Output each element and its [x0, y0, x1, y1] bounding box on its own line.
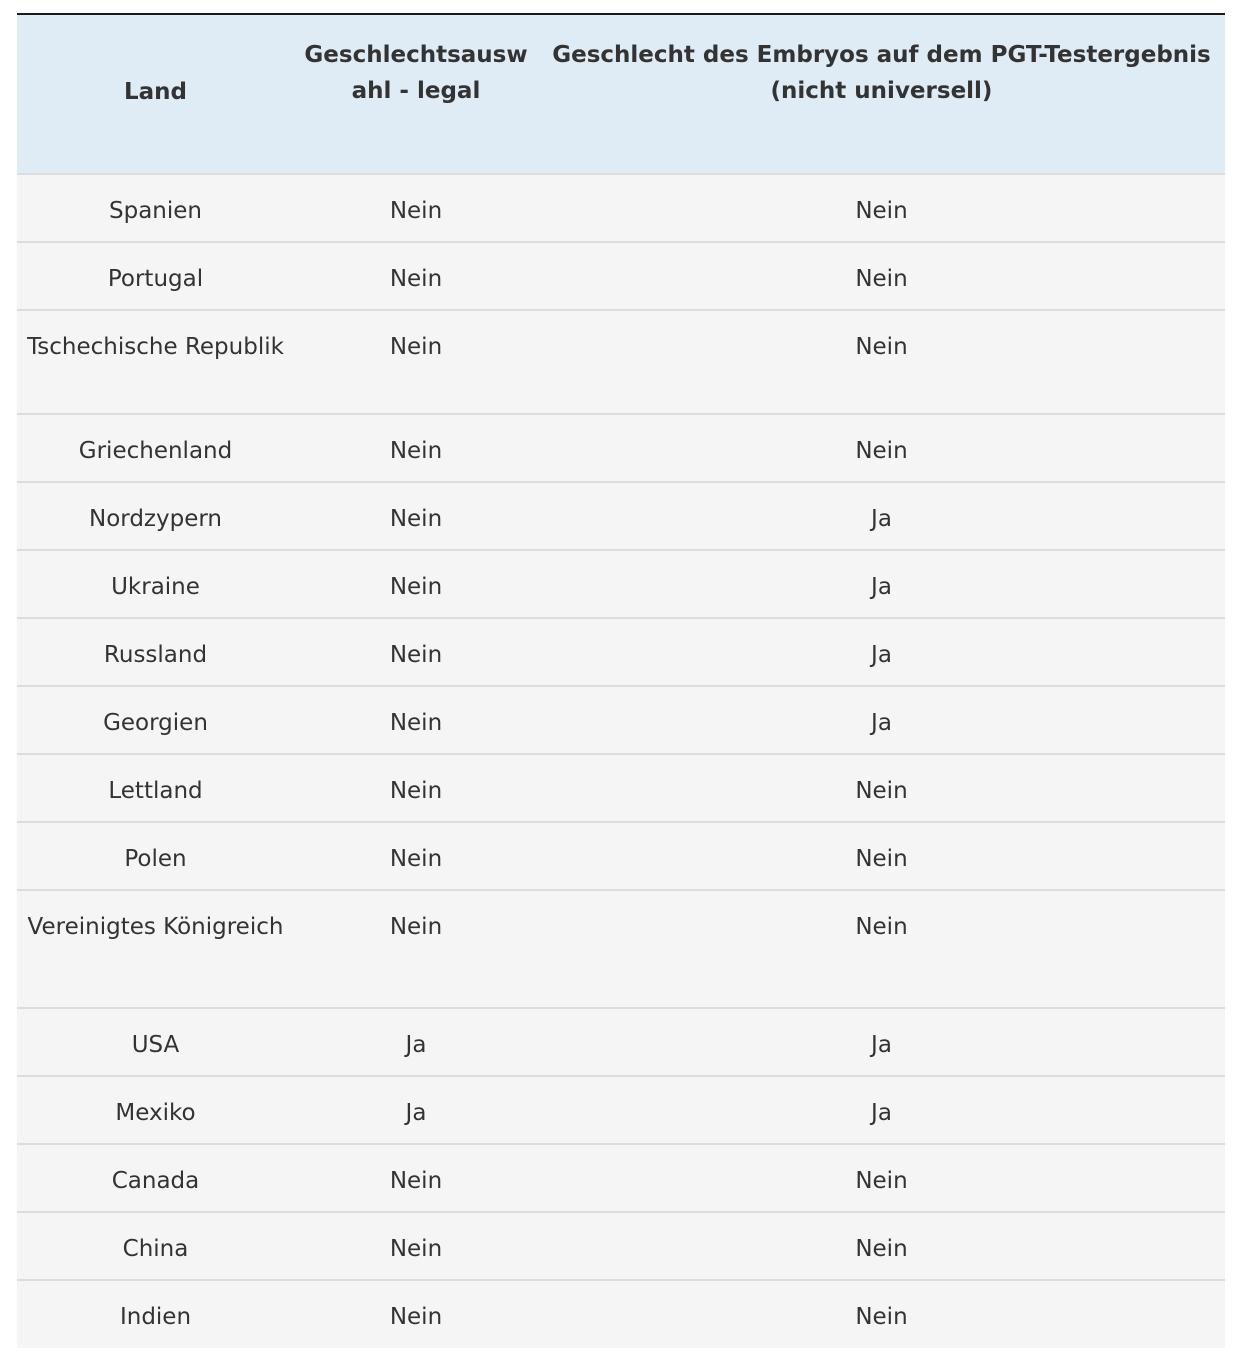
cell-legal: Ja	[405, 1100, 427, 1126]
cell-country: Lettland	[108, 778, 203, 804]
table-row	[17, 1008, 1225, 1076]
country-sex-selection-table	[17, 13, 1225, 1348]
cell-legal: Nein	[389, 1236, 443, 1262]
cell-legal: Nein	[389, 1304, 443, 1330]
table-header	[17, 14, 1225, 174]
table-body	[17, 174, 1225, 1348]
table-row	[17, 1212, 1225, 1280]
cell-country: Portugal	[107, 266, 204, 292]
column-header-country: Land	[123, 79, 187, 105]
cell-pgt: Ja	[871, 1100, 892, 1126]
cell-country: Nordzypern	[89, 506, 222, 532]
cell-pgt: Nein	[855, 1236, 908, 1262]
cell-legal: Nein	[389, 846, 443, 872]
table-row	[17, 822, 1225, 890]
table-row	[17, 890, 1225, 1008]
table-row	[17, 550, 1225, 618]
cell-pgt: Nein	[855, 334, 908, 360]
column-header-embryo-sex-pgt: Geschlecht des Embryos auf dem PGT-Testergebnis (nicht universell)	[552, 42, 1211, 104]
cell-legal: Nein	[389, 198, 443, 224]
cell-legal: Nein	[389, 710, 443, 736]
header-row	[17, 14, 1225, 174]
cell-pgt: Nein	[855, 198, 908, 224]
cell-pgt: Nein	[855, 914, 908, 940]
cell-country: Spanien	[109, 198, 202, 224]
table-row	[17, 310, 1225, 414]
column-header-sex-selection-legal: Geschlechtsauswahl - legal	[304, 42, 528, 104]
table-row	[17, 754, 1225, 822]
cell-country: Indien	[119, 1304, 192, 1330]
cell-country: Tschechische Republik	[27, 334, 284, 360]
table-row	[17, 686, 1225, 754]
cell-country: Polen	[124, 846, 187, 872]
cell-pgt: Nein	[855, 266, 908, 292]
cell-pgt: Ja	[871, 1032, 892, 1058]
table-container	[17, 13, 1225, 1348]
table-row	[17, 174, 1225, 242]
cell-legal: Nein	[389, 266, 443, 292]
cell-pgt: Nein	[855, 846, 908, 872]
table-row	[17, 1076, 1225, 1144]
cell-legal: Nein	[389, 914, 443, 940]
table-row	[17, 1280, 1225, 1348]
cell-country: Canada	[111, 1168, 200, 1194]
cell-country: Vereinigtes Königreich	[27, 914, 284, 940]
cell-country: Griechenland	[78, 438, 233, 464]
cell-pgt: Ja	[871, 506, 892, 532]
cell-country: Mexiko	[115, 1100, 196, 1126]
cell-pgt: Nein	[855, 1304, 908, 1330]
cell-legal: Nein	[389, 642, 443, 668]
cell-legal: Nein	[389, 438, 443, 464]
cell-country: Russland	[103, 642, 208, 668]
cell-country: China	[122, 1236, 189, 1262]
cell-legal: Nein	[389, 506, 443, 532]
cell-pgt: Nein	[855, 778, 908, 804]
cell-legal: Nein	[389, 574, 443, 600]
cell-country: Ukraine	[111, 574, 200, 600]
table-row	[17, 414, 1225, 482]
cell-pgt: Nein	[855, 438, 908, 464]
table-row	[17, 242, 1225, 310]
cell-pgt: Ja	[871, 642, 892, 668]
cell-country: USA	[131, 1032, 180, 1058]
table-row	[17, 1144, 1225, 1212]
cell-pgt: Ja	[871, 710, 892, 736]
cell-pgt: Ja	[871, 574, 892, 600]
cell-legal: Nein	[389, 334, 443, 360]
cell-legal: Nein	[389, 778, 443, 804]
cell-legal: Nein	[389, 1168, 443, 1194]
cell-country: Georgien	[103, 710, 208, 736]
cell-pgt: Nein	[855, 1168, 908, 1194]
table-row	[17, 618, 1225, 686]
table-row	[17, 482, 1225, 550]
cell-legal: Ja	[405, 1032, 427, 1058]
